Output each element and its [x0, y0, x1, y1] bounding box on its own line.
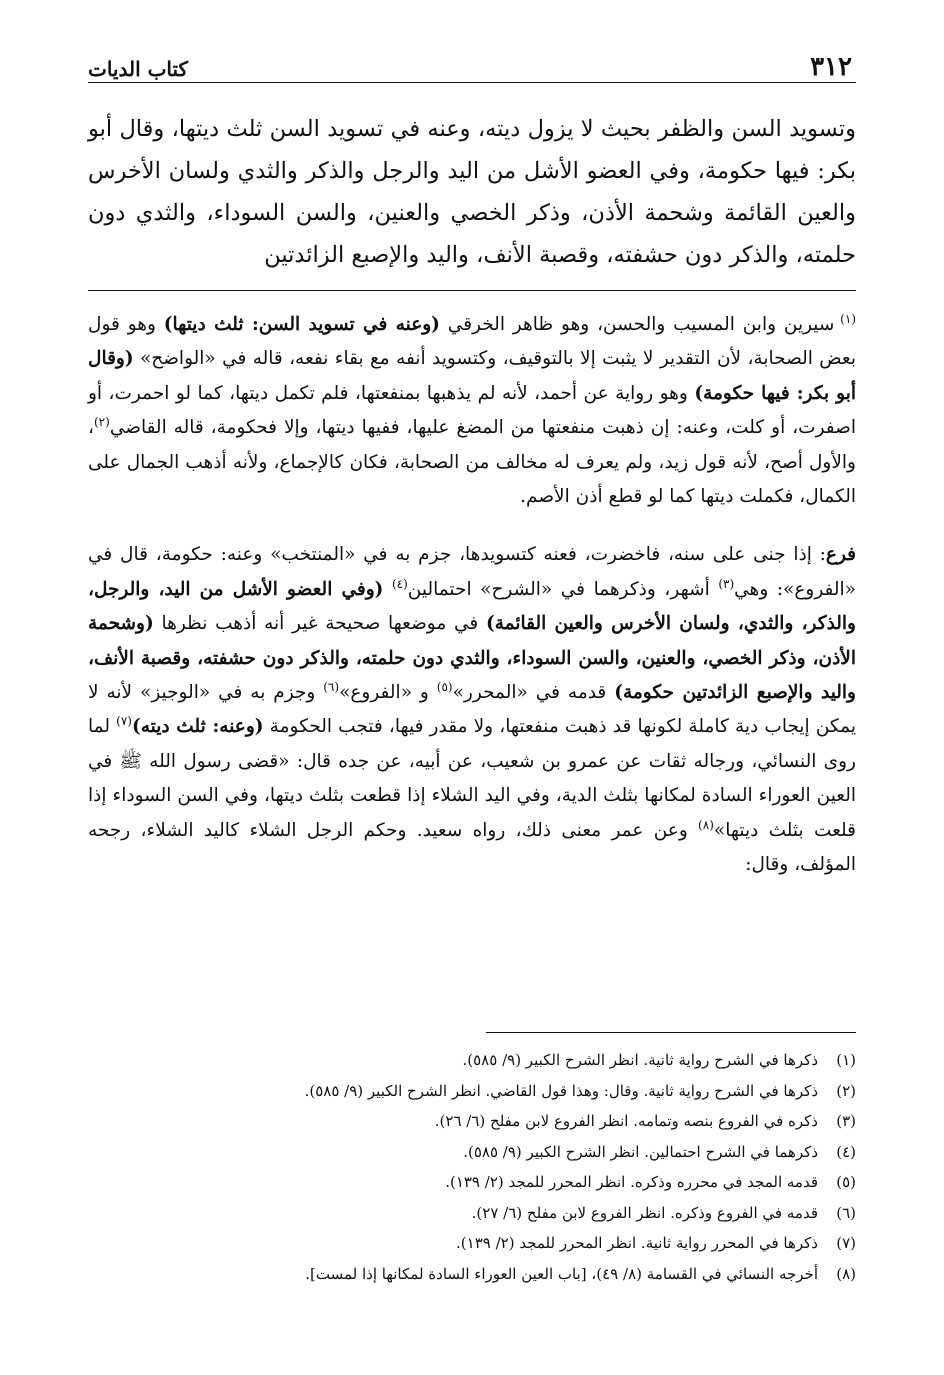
- footnote-number: (٤): [836, 1142, 856, 1161]
- footnote-ref: (٢): [93, 415, 110, 430]
- footnote-text: ذكرها في الشرح رواية ثانية. وقال: وهذا قول القاضي. انظر الشرح الكبير (٩/ ٥٨٥).: [304, 1081, 818, 1100]
- footnote: [88, 1198, 856, 1229]
- quoted-matn: (وقال أبو بكر: فيها حكومة): [88, 348, 856, 404]
- footnote-text: ذكرهما في الشرح احتمالين. انظر الشرح الكبير (٩/ ٥٨٥).: [463, 1142, 818, 1161]
- footnote-number: (٧): [836, 1234, 856, 1252]
- footnote-text: قدمه في الفروع وذكره. انظر الفروع لابن مفلح (٦/ ٢٧).: [471, 1203, 818, 1222]
- footnote-number: (٨): [836, 1264, 856, 1283]
- footnote-number: (٦): [836, 1203, 856, 1222]
- commentary-text: لما روى النسائي، ورجاله ثقات عن عمرو بن شعيب، عن أبيه، عن جده قال: «قضى رسول الله ﷺ في العين العوراء السادة لمكانها بثلث الدية، وفي اليد الشلاء إذا قطعت بثلث ديتها، وفي السن السوداء إذا قلعت بثلث ديتها»: [88, 716, 856, 841]
- footnote-ref: (١): [834, 311, 856, 326]
- footnote-ref: (٥): [436, 679, 453, 694]
- commentary-text: [383, 579, 392, 600]
- commentary-text: قدمه في «المحرر»: [452, 682, 615, 704]
- quoted-matn: (وعنه في تسويد السن: ثلث ديتها): [163, 314, 440, 335]
- footnote-text: ذكره في الفروع بنصه وتمامه. انظر الفروع لابن مفلح (٦/ ٢٦).: [434, 1112, 818, 1130]
- footnote-ref: (٧): [116, 714, 132, 729]
- footnote-text: أخرجه النسائي في القسامة (٨/ ٤٩)، [باب العين العوراء السادة لمكانها إذا لمست].: [305, 1264, 818, 1283]
- quoted-matn: (وعنه: ثلث ديته): [131, 716, 264, 738]
- footnote-text: ذكرها في الشرح رواية ثانية. انظر الشرح الكبير (٩/ ٥٨٥).: [462, 1051, 818, 1069]
- footnote-number: (٣): [836, 1112, 856, 1130]
- footnote-number: (٥): [836, 1173, 856, 1191]
- commentary-text: ، والأول أصح، لأنه قول زيد، ولم يعرف له مخالف من الصحابة، فكان كالإجماع، ولأنه أذهب الجمال على الكمال، فكملت ديتها كما لو قطع أذن الأصم.: [88, 417, 856, 508]
- footnote: [88, 1106, 856, 1137]
- commentary-paragraph-1: [88, 308, 856, 514]
- commentary-text: وهو رواية عن أحمد، لأنه لم يذهبها بمنفعتها، فلم تكمل ديتها، كما لو احمرت، أو اصفرت، أو كلت، وعنه: إن ذهبت منفعتها من المضغ عليها، ففيها ديتها، وإلا فحكومة، قاله القاضي: [88, 382, 856, 439]
- page-number: ٣١٢: [802, 52, 852, 82]
- footnote-number: (٢): [836, 1081, 856, 1100]
- commentary-text: و «الفروع»: [339, 682, 437, 704]
- footnote-ref: (٨): [698, 817, 714, 832]
- quoted-matn: فرع: [825, 544, 856, 566]
- running-header: [88, 52, 856, 83]
- commentary-text: في موضعها صحيحة غير أنه أذهب نظرها: [153, 613, 486, 635]
- text-separator: [88, 290, 856, 291]
- commentary-text: أشهر، وذكرهما في «الشرح» احتمالين: [407, 578, 719, 600]
- main-text-paragraph: وتسويد السن والظفر بحيث لا يزول ديته، وعنه في تسويد السن ثلث ديتها، وقال أبو بكر: فيها حكومة، وفي العضو الأشل من اليد والرجل والذكر والثدي ولسان الأخرس والعين القائمة وشحمة الأذن، وذكر الخصي والعنين، والسن السوداء، والثدي دون حلمته، والذكر دون حشفته، وقصبة الأنف، واليد والإصبع الزائدتين: [88, 116, 856, 268]
- quoted-matn: (وفي العضو الأشل من اليد، والرجل، والذكر، والثدي، ولسان الأخرس والعين القائمة): [88, 578, 856, 635]
- footnote: [88, 1045, 856, 1076]
- commentary: [88, 308, 856, 883]
- footnote: [88, 1076, 856, 1107]
- footnote: [88, 1137, 856, 1168]
- footnote: [88, 1228, 856, 1259]
- book-title: كتاب الديات: [88, 56, 196, 82]
- commentary-text: : إذا جنى على سنه، فاخضرت، فعنه كتسويدها، جزم به في «المنتخب» وعنه: حكومة، قال في «الفروع»: وهي: [88, 544, 856, 600]
- footnote-separator: [486, 1032, 856, 1033]
- commentary-text: وعن عمر معنى ذلك، رواه سعيد. وحكم الرجل الشلاء كاليد الشلاء، رجحه المؤلف، وقال:: [88, 819, 856, 876]
- footnote-ref: (٤): [391, 576, 408, 591]
- commentary-text: وهو قول بعض الصحابة، لأن التقدير لا يثبت إلا بالتوقيف، وكتسويد أنفه مع بقاء نفعه، قاله في «الواضح»: [88, 314, 856, 370]
- main-text: [88, 108, 856, 276]
- footnote-text: قدمه المجد في محرره وذكره. انظر المحرر للمجد (٢/ ١٣٩).: [445, 1173, 818, 1191]
- footnote: [88, 1259, 856, 1290]
- commentary-text: سيرين وابن المسيب والحسن، وهو ظاهر الخرقي: [439, 314, 835, 335]
- footnote-text: ذكرها في المحرر رواية ثانية. انظر المحرر للمجد (٢/ ١٣٩).: [456, 1234, 818, 1252]
- footnote-ref: (٦): [323, 679, 340, 694]
- footnote: [88, 1167, 856, 1198]
- quoted-matn: (وشحمة الأذن، وذكر الخصي، والعنين، والسن السوداء، والثدي دون حلمته، والذكر دون حشفته، وقصبة الأنف، واليد والإصبع الزائدتين حكومة): [88, 613, 856, 704]
- footnote-ref: (٣): [718, 576, 735, 591]
- commentary-text: وجزم به في «الوجيز» لأنه لا يمكن إيجاب دية كاملة لكونها قد ذهبت منفعتها، ولا مقدر فيها، فتجب الحكومة: [88, 682, 856, 738]
- footnotes: [88, 1045, 856, 1289]
- commentary-paragraph-2: [88, 538, 856, 882]
- footnote-number: (١): [836, 1051, 856, 1069]
